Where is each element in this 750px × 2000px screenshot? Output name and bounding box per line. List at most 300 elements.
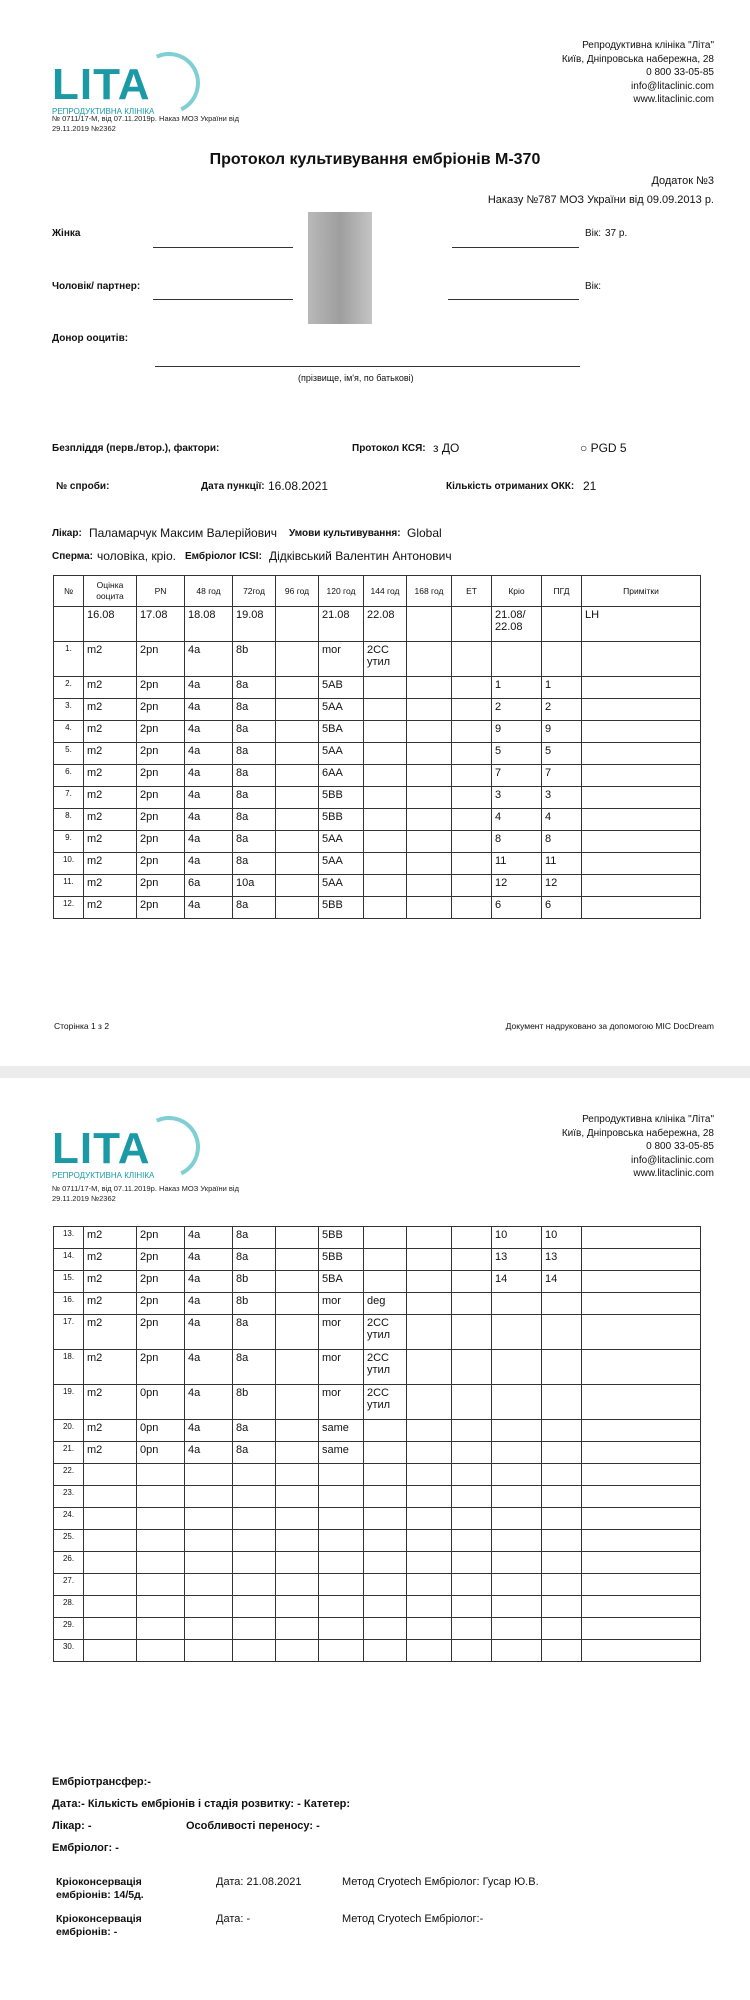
- table-cell: [137, 1464, 185, 1486]
- table-cell: [582, 1420, 701, 1442]
- clinic-address: Київ, Дніпровська набережна, 28: [561, 53, 714, 65]
- table-cell: m2: [84, 721, 137, 743]
- table-cell: 2pn: [137, 1271, 185, 1293]
- table-cell: [364, 1618, 407, 1640]
- table-row: [54, 1552, 701, 1574]
- okk-label: Кількість отриманих ОКК:: [446, 481, 575, 492]
- clinic-name: Репродуктивна клініка "Літа": [582, 1114, 714, 1125]
- cryo-embryo-date: Дата: 21.08.2021: [216, 1876, 302, 1888]
- table-cell: [233, 1552, 276, 1574]
- table-cell: 4: [542, 809, 582, 831]
- okk-value: 21: [583, 479, 597, 493]
- transfer-features: Особливості переносу: -: [186, 1820, 320, 1832]
- table-cell: 144 год: [364, 576, 407, 607]
- table-cell: [542, 1508, 582, 1530]
- table-cell: 168 год: [407, 576, 452, 607]
- table-cell: 2CC утил: [364, 1315, 407, 1350]
- table-cell: [233, 1464, 276, 1486]
- table-cell: 14.: [54, 1249, 84, 1271]
- table-cell: [452, 1442, 492, 1464]
- table-cell: 27.: [54, 1574, 84, 1596]
- table-cell: [492, 1385, 542, 1420]
- table-cell: Кріо: [492, 576, 542, 607]
- table-cell: [54, 607, 84, 642]
- table-cell: [407, 765, 452, 787]
- table-cell: same: [319, 1420, 364, 1442]
- table-row: [54, 1385, 701, 1420]
- table-cell: [542, 1464, 582, 1486]
- table-cell: [137, 1508, 185, 1530]
- table-cell: [407, 853, 452, 875]
- table-cell: [364, 1596, 407, 1618]
- table-cell: 17.: [54, 1315, 84, 1350]
- table-cell: 2pn: [137, 721, 185, 743]
- attempt-label: № спроби:: [56, 481, 110, 492]
- table-cell: 4a: [185, 787, 233, 809]
- addendum-order: Наказу №787 МОЗ України від 09.09.2013 р.: [487, 194, 714, 206]
- table-cell: [582, 1442, 701, 1464]
- table-cell: [542, 642, 582, 677]
- table-cell: 8a: [233, 897, 276, 919]
- table-cell: m2: [84, 897, 137, 919]
- table-cell: 96 год: [276, 576, 319, 607]
- table-cell: 72год: [233, 576, 276, 607]
- table-cell: mor: [319, 1385, 364, 1420]
- table-cell: [185, 1552, 233, 1574]
- table-cell: 5BA: [319, 721, 364, 743]
- table-cell: [364, 787, 407, 809]
- cryo-embryo-method: Метод Cryotech Ембріолог: Гусар Ю.В.: [342, 1876, 539, 1888]
- table-row: [54, 642, 701, 677]
- table-cell: [582, 1618, 701, 1640]
- table-cell: [276, 1442, 319, 1464]
- table-cell: [407, 699, 452, 721]
- table-cell: [582, 677, 701, 699]
- table-cell: mor: [319, 1315, 364, 1350]
- table-cell: m2: [84, 642, 137, 677]
- table-cell: [276, 1293, 319, 1315]
- table-cell: m2: [84, 677, 137, 699]
- table-cell: 12: [542, 875, 582, 897]
- table-cell: 5BB: [319, 1227, 364, 1249]
- table-cell: 5BA: [319, 1271, 364, 1293]
- table-cell: [582, 721, 701, 743]
- table-cell: [276, 1574, 319, 1596]
- transfer-embryologist: Ембріолог: -: [52, 1842, 119, 1854]
- table-cell: [582, 831, 701, 853]
- table-cell: [407, 831, 452, 853]
- doctor-value: Паламарчук Максим Валерійович: [89, 526, 278, 540]
- table-cell: [319, 1486, 364, 1508]
- table-cell: m2: [84, 1385, 137, 1420]
- table-cell: [319, 1530, 364, 1552]
- table-cell: [407, 1350, 452, 1385]
- table-cell: [407, 897, 452, 919]
- table-cell: 24.: [54, 1508, 84, 1530]
- table-cell: 2CC утил: [364, 1350, 407, 1385]
- table-cell: [233, 1508, 276, 1530]
- table-cell: [407, 1420, 452, 1442]
- table-cell: 2pn: [137, 787, 185, 809]
- table-cell: [364, 1442, 407, 1464]
- donor-line: [155, 366, 580, 367]
- table-cell: 16.: [54, 1293, 84, 1315]
- table-cell: 8a: [233, 721, 276, 743]
- table-cell: 4a: [185, 743, 233, 765]
- transfer-line: Дата:- Кількість ембріонів і стадія розвитку: - Катетер:: [52, 1798, 351, 1810]
- table-cell: 16.08: [84, 607, 137, 642]
- table-cell: [492, 1315, 542, 1350]
- transfer-title: Ембріотрансфер:-: [52, 1776, 151, 1788]
- table-cell: mor: [319, 1350, 364, 1385]
- table-cell: m2: [84, 1350, 137, 1385]
- table-cell: [276, 787, 319, 809]
- table-cell: [452, 787, 492, 809]
- table-cell: [276, 1486, 319, 1508]
- table-cell: [276, 1385, 319, 1420]
- table-cell: [84, 1574, 137, 1596]
- table-cell: 8: [492, 831, 542, 853]
- table-cell: 14: [542, 1271, 582, 1293]
- printed-by: Документ надруковано за допомогою МІС DocDream: [505, 1021, 714, 1031]
- table-cell: m2: [84, 699, 137, 721]
- table-cell: [452, 1315, 492, 1350]
- table-cell: [452, 875, 492, 897]
- table-cell: [582, 1640, 701, 1662]
- table-cell: 2pn: [137, 1249, 185, 1271]
- table-cell: [452, 853, 492, 875]
- table-cell: [407, 1464, 452, 1486]
- table-cell: 10: [542, 1227, 582, 1249]
- table-cell: 2pn: [137, 831, 185, 853]
- table-cell: [364, 699, 407, 721]
- table-cell: [185, 1486, 233, 1508]
- table-cell: [407, 1574, 452, 1596]
- table-cell: 13: [492, 1249, 542, 1271]
- table-cell: m2: [84, 743, 137, 765]
- table-cell: [407, 809, 452, 831]
- logo-subtitle-2: РЕПРОДУКТИВНА КЛІНІКА: [52, 1171, 155, 1180]
- table-cell: 4a: [185, 1227, 233, 1249]
- table-cell: 4a: [185, 853, 233, 875]
- table-cell: [84, 1618, 137, 1640]
- table-cell: [452, 1420, 492, 1442]
- table-cell: 2pn: [137, 875, 185, 897]
- table-cell: 2pn: [137, 1315, 185, 1350]
- table-cell: [364, 1227, 407, 1249]
- table-cell: LH: [582, 607, 701, 642]
- table-cell: [137, 1618, 185, 1640]
- puncture-value: 16.08.2021: [268, 479, 329, 493]
- table-cell: m2: [84, 787, 137, 809]
- table-cell: [452, 607, 492, 642]
- table-cell: [582, 1227, 701, 1249]
- table-cell: [492, 1442, 542, 1464]
- table-cell: [407, 787, 452, 809]
- table-cell: [582, 1315, 701, 1350]
- table-cell: 2pn: [137, 642, 185, 677]
- table-cell: 18.08: [185, 607, 233, 642]
- table-cell: [407, 1640, 452, 1662]
- table-cell: [364, 1552, 407, 1574]
- table-cell: 2pn: [137, 897, 185, 919]
- table-cell: [582, 699, 701, 721]
- table-cell: 1: [542, 677, 582, 699]
- table-cell: [137, 1486, 185, 1508]
- table-cell: [582, 1385, 701, 1420]
- table-cell: 4a: [185, 809, 233, 831]
- table-cell: [542, 1618, 582, 1640]
- table-cell: 6a: [185, 875, 233, 897]
- table-cell: [319, 1552, 364, 1574]
- table-cell: [542, 1596, 582, 1618]
- table-cell: [492, 1618, 542, 1640]
- table-cell: [319, 1618, 364, 1640]
- table-cell: 5AA: [319, 831, 364, 853]
- table-cell: 12.: [54, 897, 84, 919]
- table-cell: [276, 897, 319, 919]
- table-cell: [276, 1249, 319, 1271]
- table-date-row: [54, 607, 701, 642]
- table-cell: [364, 853, 407, 875]
- table-cell: 30.: [54, 1640, 84, 1662]
- table-cell: 8a: [233, 699, 276, 721]
- table-cell: 4a: [185, 831, 233, 853]
- table-cell: [276, 743, 319, 765]
- table-cell: [407, 721, 452, 743]
- cryo-oocyte-date: Дата: -: [216, 1913, 251, 1925]
- table-cell: 0pn: [137, 1442, 185, 1464]
- table-cell: 21.08/ 22.08: [492, 607, 542, 642]
- table-cell: 3: [492, 787, 542, 809]
- table-cell: 2pn: [137, 677, 185, 699]
- table-cell: 4a: [185, 721, 233, 743]
- table-cell: m2: [84, 1249, 137, 1271]
- license-text: № 0711/17-М, від 07.11.2019р. Наказ МОЗ України від 29.11.2019 №2362: [52, 114, 239, 133]
- table-cell: 23.: [54, 1486, 84, 1508]
- table-cell: [233, 1574, 276, 1596]
- clinic-phone: 0 800 33-05-85: [646, 1141, 714, 1152]
- table-cell: 2pn: [137, 699, 185, 721]
- table-cell: 2: [542, 699, 582, 721]
- table-row: [54, 1420, 701, 1442]
- table-cell: [364, 1420, 407, 1442]
- protocol-label: Протокол КСЯ:: [352, 443, 426, 454]
- table-cell: [452, 1640, 492, 1662]
- sperm-value: чоловіка, кріо.: [97, 549, 176, 563]
- table-cell: [452, 765, 492, 787]
- table-cell: [452, 1293, 492, 1315]
- doctor-label: Лікар:: [52, 528, 82, 539]
- table-cell: 8a: [233, 853, 276, 875]
- table-cell: 9.: [54, 831, 84, 853]
- table-cell: 19.: [54, 1385, 84, 1420]
- table-cell: mor: [319, 1293, 364, 1315]
- table-cell: [582, 853, 701, 875]
- table-cell: 5BB: [319, 897, 364, 919]
- table-cell: [407, 1227, 452, 1249]
- table-cell: 10: [492, 1227, 542, 1249]
- table-cell: 0pn: [137, 1420, 185, 1442]
- table-cell: 3.: [54, 699, 84, 721]
- table-cell: [582, 1508, 701, 1530]
- table-cell: 7: [492, 765, 542, 787]
- table-cell: 2pn: [137, 853, 185, 875]
- table-cell: 4a: [185, 1420, 233, 1442]
- table-cell: [452, 699, 492, 721]
- table-cell: [582, 787, 701, 809]
- table-cell: [364, 897, 407, 919]
- table-cell: [452, 1596, 492, 1618]
- table-row: [54, 677, 701, 699]
- table-cell: [407, 642, 452, 677]
- table-cell: [542, 1552, 582, 1574]
- table-cell: [233, 1618, 276, 1640]
- table-cell: [84, 1464, 137, 1486]
- table-cell: [233, 1596, 276, 1618]
- partner-label: Чоловік/ партнер:: [52, 281, 141, 292]
- table-cell: [319, 1640, 364, 1662]
- table-cell: [84, 1640, 137, 1662]
- table-cell: 5: [542, 743, 582, 765]
- table-cell: 5AA: [319, 853, 364, 875]
- table-cell: [276, 1552, 319, 1574]
- table-cell: [452, 1508, 492, 1530]
- table-cell: 11: [492, 853, 542, 875]
- icsi-value: Дідківський Валентин Антонович: [269, 549, 452, 563]
- clinic-contacts-2: [494, 1113, 714, 1181]
- table-cell: [407, 1249, 452, 1271]
- table-cell: 13.: [54, 1227, 84, 1249]
- table-cell: [542, 1486, 582, 1508]
- table-cell: [492, 1420, 542, 1442]
- table-cell: [364, 875, 407, 897]
- table-cell: 10.: [54, 853, 84, 875]
- table-cell: 12: [492, 875, 542, 897]
- table-cell: 8a: [233, 743, 276, 765]
- table-cell: [582, 1530, 701, 1552]
- table-cell: [582, 1350, 701, 1385]
- donor-label: Донор ооцитів:: [52, 333, 129, 344]
- table-cell: m2: [84, 1315, 137, 1350]
- table-cell: 5BB: [319, 809, 364, 831]
- table-cell: 8a: [233, 809, 276, 831]
- table-cell: [452, 1618, 492, 1640]
- age-value: 37 р.: [605, 228, 628, 239]
- table-cell: [452, 831, 492, 853]
- table-cell: [492, 1508, 542, 1530]
- table-cell: [582, 1486, 701, 1508]
- table-row: [54, 1530, 701, 1552]
- table-cell: 8b: [233, 642, 276, 677]
- table-cell: 4a: [185, 1385, 233, 1420]
- table-cell: [407, 1486, 452, 1508]
- table-cell: [582, 897, 701, 919]
- table-row: [54, 1596, 701, 1618]
- table-row: [54, 875, 701, 897]
- table-row: [54, 831, 701, 853]
- logo-text-2: LITA: [52, 1124, 151, 1173]
- table-cell: ET: [452, 576, 492, 607]
- table-cell: [407, 1315, 452, 1350]
- table-cell: [276, 607, 319, 642]
- table-cell: [84, 1508, 137, 1530]
- table-cell: [452, 1464, 492, 1486]
- table-cell: 4a: [185, 1293, 233, 1315]
- table-cell: [542, 1530, 582, 1552]
- partner-age-label: Вік:: [585, 281, 602, 292]
- table-cell: mor: [319, 642, 364, 677]
- table-cell: 7: [542, 765, 582, 787]
- table-cell: [233, 1530, 276, 1552]
- table-cell: 4a: [185, 1315, 233, 1350]
- table-cell: 18.: [54, 1350, 84, 1385]
- puncture-label: Дата пункції:: [201, 481, 265, 492]
- table-row: [54, 853, 701, 875]
- table-cell: [452, 1271, 492, 1293]
- table-cell: 6.: [54, 765, 84, 787]
- table-row: [54, 809, 701, 831]
- table-cell: [452, 1227, 492, 1249]
- table-cell: [276, 831, 319, 853]
- clinic-email: info@litaclinic.com: [631, 80, 714, 92]
- cryo-oocyte-label: Кріоконсервація ембріонів: -: [56, 1913, 142, 1938]
- table-cell: 8.: [54, 809, 84, 831]
- table-cell: 5AB: [319, 677, 364, 699]
- table-cell: [137, 1596, 185, 1618]
- table-row: [54, 787, 701, 809]
- table-cell: 11: [542, 853, 582, 875]
- table-cell: 8b: [233, 1293, 276, 1315]
- sperm-label: Сперма:: [52, 551, 93, 562]
- table-cell: [492, 1574, 542, 1596]
- table-cell: [452, 1486, 492, 1508]
- table-cell: [137, 1640, 185, 1662]
- table-cell: [364, 1486, 407, 1508]
- clinic-contacts: [494, 39, 714, 107]
- table-cell: [582, 765, 701, 787]
- table-cell: 15.: [54, 1271, 84, 1293]
- table-cell: [84, 1486, 137, 1508]
- table-cell: [452, 721, 492, 743]
- table-cell: [185, 1574, 233, 1596]
- table-cell: [492, 1464, 542, 1486]
- table-row: [54, 1464, 701, 1486]
- table-cell: 8b: [233, 1385, 276, 1420]
- table-cell: [364, 1271, 407, 1293]
- table-cell: 4a: [185, 1442, 233, 1464]
- table-cell: 2pn: [137, 1350, 185, 1385]
- name-hint: (прізвище, ім'я, по батькові): [298, 373, 414, 383]
- table-cell: 0pn: [137, 1385, 185, 1420]
- pgd-field: ○ PGD 5: [580, 441, 627, 455]
- table-cell: [276, 699, 319, 721]
- table-cell: [452, 1350, 492, 1385]
- table-cell: [542, 1574, 582, 1596]
- table-cell: 20.: [54, 1420, 84, 1442]
- table-cell: [364, 1574, 407, 1596]
- table-cell: 2CC утил: [364, 1385, 407, 1420]
- table-cell: [407, 875, 452, 897]
- table-cell: 28.: [54, 1596, 84, 1618]
- table-cell: 21.: [54, 1442, 84, 1464]
- table-cell: m2: [84, 1227, 137, 1249]
- table-row: [54, 1350, 701, 1385]
- table-cell: [364, 809, 407, 831]
- table-cell: 2pn: [137, 765, 185, 787]
- table-cell: [276, 1618, 319, 1640]
- table-cell: [276, 1530, 319, 1552]
